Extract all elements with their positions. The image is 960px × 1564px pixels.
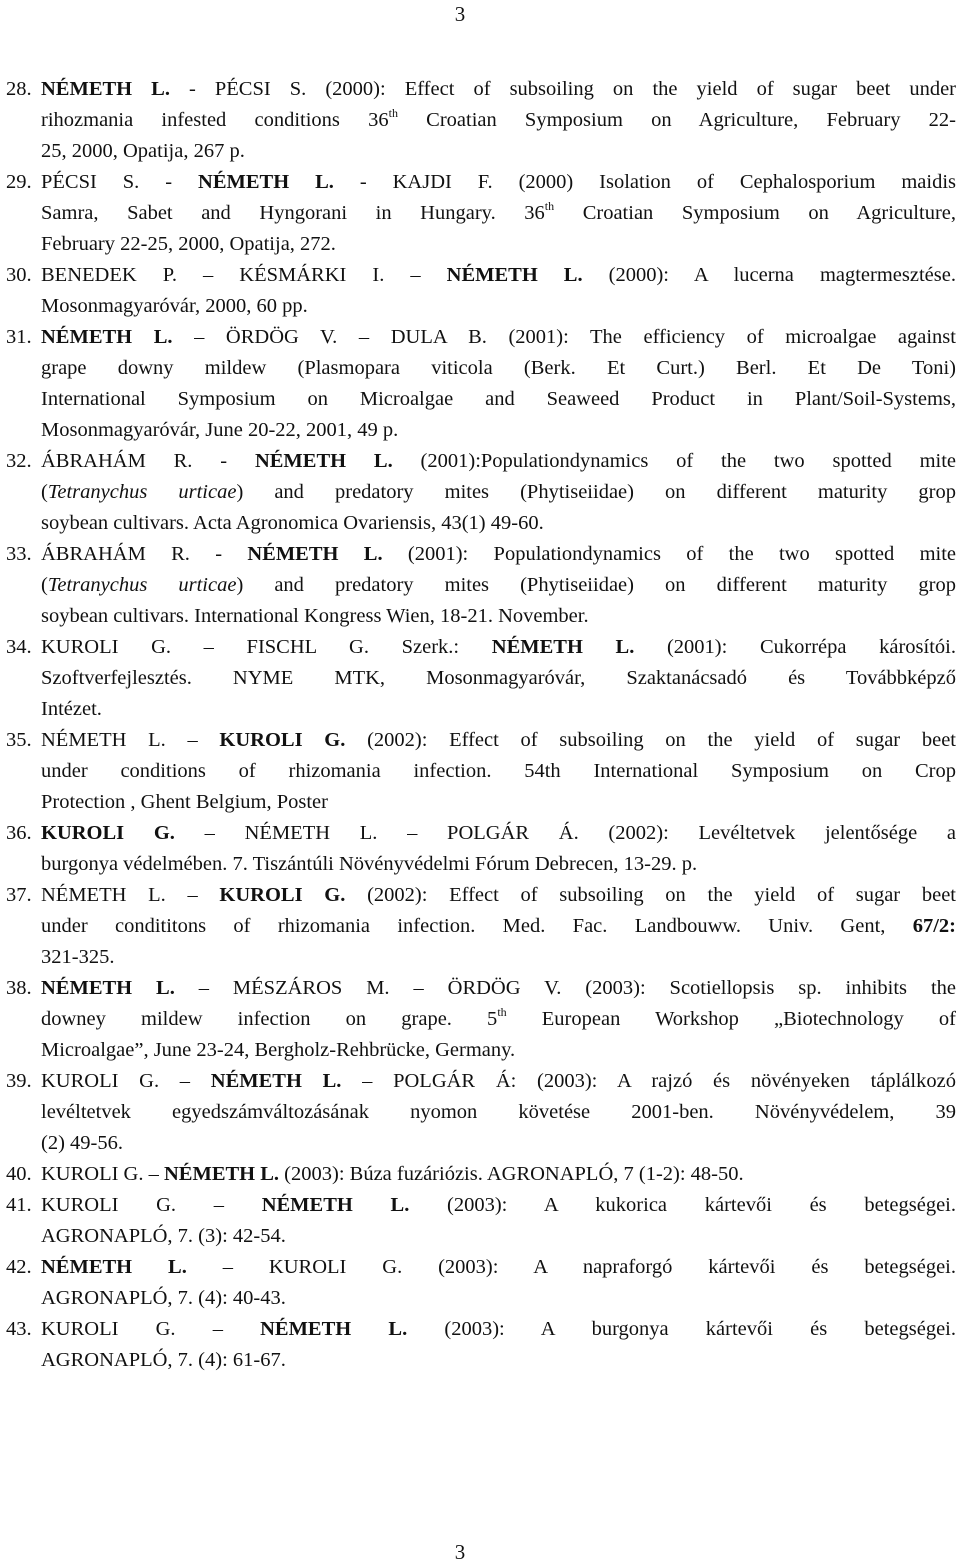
reference-text [41, 167, 956, 260]
text-segment: Intézet. [41, 698, 102, 720]
reference-text [41, 1252, 956, 1314]
reference-line [41, 446, 956, 477]
reference-line [41, 1128, 956, 1159]
text-segment: levéltetvek egyedszámváltozásának nyomon követése 2001-ben. Növényvédelem, 39 [41, 1101, 956, 1123]
text-segment: grape downy mildew (Plasmopara viticola (Berk. Et Curt.) Berl. Et De Toni) [41, 357, 956, 379]
species-name-italic: Tetranychus urticae [47, 574, 237, 596]
text-segment: under conditions of rhizomania infection. 54th International Symposium on Crop [41, 760, 956, 782]
text-segment: (2003): Búza fuzáriózis. AGRONAPLÓ, 7 (1-2): 48-50. [279, 1163, 744, 1185]
reference-line [41, 1066, 956, 1097]
text-segment: International Symposium on Microalgae and Seaweed Product in Plant/Soil-Systems, [41, 388, 956, 410]
reference-item [0, 1252, 960, 1314]
text-segment: AGRONAPLÓ, 7. (3): 42-54. [41, 1225, 286, 1247]
reference-item [0, 632, 960, 725]
text-segment: KUROLI G. – FISCHL G. Szerk.: [41, 636, 492, 658]
superscript-text: th [388, 106, 398, 120]
text-segment: (2001): Populationdynamics of the two spotted mite [382, 543, 957, 565]
reference-item [0, 167, 960, 260]
text-segment: (2001):Populationdynamics of the two spotted mite [392, 450, 957, 472]
text-segment: Croatian Symposium on Agriculture, February 22- [397, 109, 956, 131]
text-segment: under condititons of rhizomania infection. Med. Fac. Landbouww. Univ. Gent, [41, 915, 913, 937]
reference-line [41, 663, 956, 694]
reference-number: 36. [6, 822, 32, 844]
text-segment: (2) 49-56. [41, 1132, 123, 1154]
text-segment: PÉCSI S. - [41, 171, 199, 193]
reference-line [41, 756, 956, 787]
reference-item [0, 973, 960, 1066]
reference-line [41, 725, 956, 756]
reference-line [41, 353, 956, 384]
reference-line [41, 1190, 956, 1221]
reference-line [41, 477, 956, 508]
reference-line [41, 787, 956, 818]
text-segment: (2000): A lucerna magtermesztése. [582, 264, 956, 286]
text-segment: (2003): A burgonya kártevői és betegségei. [407, 1318, 957, 1340]
text-segment: Croatian Symposium on Agriculture, [554, 202, 956, 224]
reference-item [0, 1314, 960, 1376]
reference-number: 32. [6, 450, 32, 472]
author-name-bold: NÉMETH L. [41, 1256, 187, 1278]
reference-line [41, 1004, 956, 1035]
reference-number: 37. [6, 884, 32, 906]
text-segment: Szoftverfejlesztés. NYME MTK, Mosonmagyaróvár, Szaktanácsadó és Továbbképző [41, 667, 956, 689]
text-segment: – ÖRDÖG V. – DULA B. (2001): The efficiency of microalgae against [172, 326, 956, 348]
text-segment: (2002): Effect of subsoiling on the yield of sugar beet [345, 729, 956, 751]
reference-line [41, 415, 956, 446]
reference-item [0, 1159, 960, 1190]
reference-line [41, 1221, 956, 1252]
reference-line [41, 229, 956, 260]
text-segment: KUROLI G. – [41, 1194, 262, 1216]
text-segment: – NÉMETH L. – POLGÁR Á. (2002): Levéltetvek jelentősége a [174, 822, 956, 844]
reference-line [41, 539, 956, 570]
text-segment: February 22-25, 2000, Opatija, 272. [41, 233, 336, 255]
reference-number: 33. [6, 543, 32, 565]
reference-text [41, 1066, 956, 1159]
text-segment: downey mildew infection on grape. 5 [41, 1008, 498, 1030]
reference-line [41, 1314, 956, 1345]
reference-line [41, 291, 956, 322]
superscript-text: th [544, 199, 555, 213]
reference-number: 29. [6, 171, 32, 193]
reference-number: 42. [6, 1256, 32, 1278]
reference-item [0, 539, 960, 632]
reference-number: 40. [6, 1163, 32, 1185]
text-segment: (2002): Effect of subsoiling on the yield of sugar beet [345, 884, 956, 906]
reference-number: 34. [6, 636, 32, 658]
text-segment: Protection , Ghent Belgium, Poster [41, 791, 328, 813]
reference-line [41, 942, 956, 973]
reference-text [41, 1159, 956, 1190]
reference-line [41, 632, 956, 663]
author-name-bold: NÉMETH L. [446, 264, 583, 286]
reference-item [0, 322, 960, 446]
reference-text [41, 632, 956, 725]
author-name-bold: NÉMETH L. [260, 1318, 408, 1340]
author-name-bold: KUROLI G. [219, 729, 346, 751]
reference-line [41, 74, 956, 105]
text-segment: Samra, Sabet and Hyngorani in Hungary. 36 [41, 202, 545, 224]
reference-line [41, 880, 956, 911]
reference-line [41, 1252, 956, 1283]
text-segment: ÁBRAHÁM R. - [41, 543, 248, 565]
reference-item [0, 74, 960, 167]
text-segment: Mosonmagyaróvár, 2000, 60 pp. [41, 295, 308, 317]
reference-line [41, 105, 956, 136]
text-segment: ( [41, 574, 48, 596]
author-name-bold: NÉMETH L. [491, 636, 635, 658]
author-name-bold: NÉMETH L. [41, 78, 170, 100]
reference-line [41, 849, 956, 880]
text-segment: - KAJDI F. (2000) Isolation of Cephalosporium maidis [333, 171, 957, 193]
author-name-bold: KUROLI G. [41, 822, 175, 844]
reference-line [41, 1345, 956, 1376]
text-segment: NÉMETH L. – [41, 729, 220, 751]
species-name-italic: Tetranychus urticae [47, 481, 237, 503]
reference-text [41, 260, 956, 322]
reference-text [41, 1314, 956, 1376]
reference-line [41, 384, 956, 415]
reference-line [41, 570, 956, 601]
reference-line [41, 1097, 956, 1128]
reference-number: 43. [6, 1318, 32, 1340]
reference-item [0, 880, 960, 973]
text-segment: European Workshop „Biotechnology of [506, 1008, 956, 1030]
reference-line [41, 1035, 956, 1066]
author-name-bold: NÉMETH L. [210, 1070, 342, 1092]
reference-line [41, 694, 956, 725]
reference-text [41, 74, 956, 167]
text-segment: burgonya védelmében. 7. Tiszántúli Növényvédelmi Fórum Debrecen, 13-29. p. [41, 853, 698, 875]
reference-item [0, 1190, 960, 1252]
text-segment: rihozmania infested conditions 36 [41, 109, 389, 131]
text-segment: – POLGÁR Á: (2003): A rajzó és növényeken táplálkozó [341, 1070, 956, 1092]
reference-line [41, 198, 956, 229]
reference-text [41, 725, 956, 818]
reference-item [0, 260, 960, 322]
reference-line [41, 136, 956, 167]
author-name-bold: NÉMETH L. [164, 1163, 280, 1185]
text-segment: KUROLI G. – [41, 1163, 164, 1185]
text-segment: AGRONAPLÓ, 7. (4): 40-43. [41, 1287, 286, 1309]
reference-number: 28. [6, 78, 32, 100]
author-name-bold: 67/2: [912, 915, 956, 937]
author-name-bold: NÉMETH L. [41, 977, 175, 999]
reference-item [0, 446, 960, 539]
text-segment: ) and predatory mites (Phytiseiidae) on different maturity grop [236, 481, 956, 503]
reference-line [41, 818, 956, 849]
superscript-text: th [497, 1005, 507, 1019]
text-segment: - PÉCSI S. (2000): Effect of subsoiling on the yield of sugar beet under [169, 78, 956, 100]
text-segment: ÁBRAHÁM R. - [41, 450, 255, 472]
author-name-bold: NÉMETH L. [247, 543, 383, 565]
text-segment: KUROLI G. – [41, 1318, 261, 1340]
text-segment: AGRONAPLÓ, 7. (4): 61-67. [41, 1349, 286, 1371]
author-name-bold: NÉMETH L. [41, 326, 173, 348]
reference-line [41, 167, 956, 198]
reference-line [41, 601, 956, 632]
reference-item [0, 818, 960, 880]
reference-line [41, 1159, 956, 1190]
reference-text [41, 973, 956, 1066]
reference-line [41, 1283, 956, 1314]
reference-text [41, 1190, 956, 1252]
text-segment: Microalgae”, June 23-24, Bergholz-Rehbrücke, Germany. [41, 1039, 516, 1061]
text-segment: soybean cultivars. International Kongress Wien, 18-21. November. [41, 605, 589, 627]
reference-list [0, 74, 960, 1376]
reference-number: 30. [6, 264, 32, 286]
text-segment: – MÉSZÁROS M. – ÖRDÖG V. (2003): Scotiellopsis sp. inhibits the [174, 977, 956, 999]
reference-text [41, 322, 956, 446]
reference-number: 35. [6, 729, 32, 751]
text-segment: KUROLI G. – [41, 1070, 211, 1092]
reference-line [41, 322, 956, 353]
text-segment: Mosonmagyaróvár, June 20-22, 2001, 49 p. [41, 419, 399, 441]
reference-number: 38. [6, 977, 32, 999]
reference-line [41, 911, 956, 942]
author-name-bold: NÉMETH L. [254, 450, 393, 472]
reference-item [0, 1066, 960, 1159]
author-name-bold: NÉMETH L. [261, 1194, 410, 1216]
reference-text [41, 880, 956, 973]
reference-text [41, 539, 956, 632]
page-number-bottom: 3 [454, 1540, 466, 1564]
text-segment: 25, 2000, Opatija, 267 p. [41, 140, 245, 162]
text-segment: (2001): Cukorrépa károsítói. [634, 636, 956, 658]
text-segment: 321-325. [41, 946, 115, 968]
reference-number: 41. [6, 1194, 32, 1216]
reference-text [41, 446, 956, 539]
text-segment: soybean cultivars. Acta Agronomica Ovariensis, 43(1) 49-60. [41, 512, 544, 534]
page-number-top: 3 [454, 2, 466, 26]
text-segment: ( [41, 481, 48, 503]
reference-line [41, 508, 956, 539]
text-segment: – KUROLI G. (2003): A napraforgó kártevői és betegségei. [186, 1256, 957, 1278]
author-name-bold: KUROLI G. [219, 884, 346, 906]
reference-text [41, 818, 956, 880]
reference-line [41, 973, 956, 1004]
reference-line [41, 260, 956, 291]
text-segment: (2003): A kukorica kártevői és betegségei. [409, 1194, 956, 1216]
reference-number: 31. [6, 326, 32, 348]
author-name-bold: NÉMETH L. [198, 171, 334, 193]
reference-number: 39. [6, 1070, 32, 1092]
text-segment: NÉMETH L. – [41, 884, 220, 906]
text-segment: ) and predatory mites (Phytiseiidae) on different maturity grop [236, 574, 956, 596]
reference-item [0, 725, 960, 818]
text-segment: BENEDEK P. – KÉSMÁRKI I. – [41, 264, 447, 286]
